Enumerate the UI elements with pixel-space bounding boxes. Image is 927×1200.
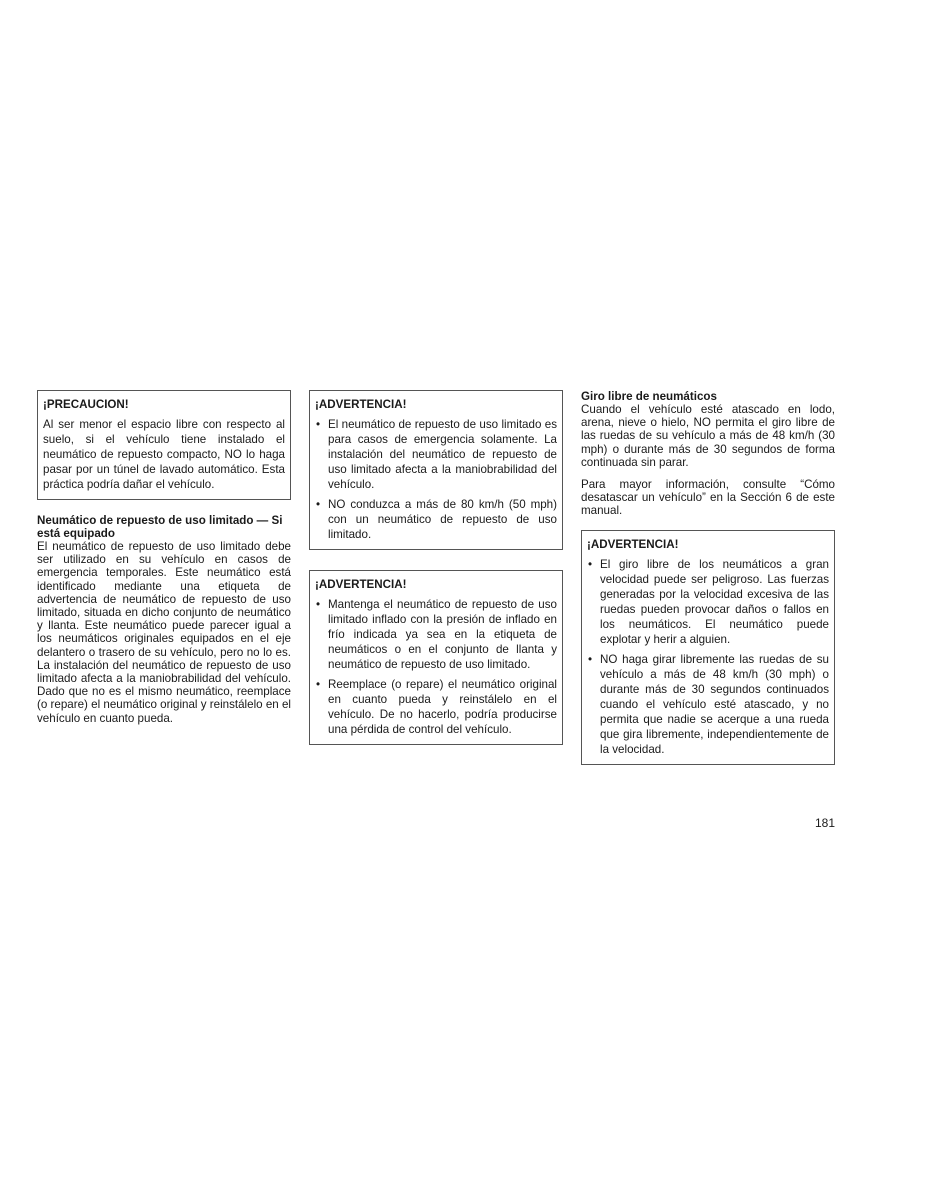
- section-heading-spare-tire: Neumático de repuesto de uso limitado — Si está equipado: [37, 514, 283, 540]
- column-left: [37, 390, 291, 725]
- warning-title-3: ¡ADVERTENCIA!: [587, 537, 679, 551]
- warning-title-1: ¡ADVERTENCIA!: [315, 398, 407, 411]
- warning-box-3: [581, 530, 835, 765]
- caution-box: [37, 390, 291, 500]
- section-text-reference: Para mayor información, consulte “Cómo desatascar un vehículo” en la Sección 6 de este manual.: [581, 478, 835, 518]
- warning-1-item: • El neumático de repuesto de uso limitado es para casos de emergencia solamente. La instalación del neumático de repuesto de uso limitado afecta a la maniobrabilidad del vehículo.: [315, 417, 557, 492]
- column-right: [581, 390, 835, 765]
- warning-2-item: • Reemplace (o repare) el neumático original en cuanto pueda y reinstálelo en el vehículo. De no hacerlo, podría producirse una pérdida de control del vehículo.: [315, 677, 557, 737]
- warning-box-2: [309, 570, 563, 745]
- warning-title-2: ¡ADVERTENCIA!: [315, 578, 407, 591]
- warning-1-item: • NO conduzca a más de 80 km/h (50 mph) con un neumático de repuesto de uso limitado.: [315, 497, 557, 542]
- caution-text: Al ser menor el espacio libre con respecto al suelo, si el vehículo tiene instalado el neumático de repuesto compacto, NO lo haga pasar por un túnel de lavado automático. Esta práctica podría dañar el vehículo.: [43, 418, 285, 491]
- warning-box-1: [309, 390, 563, 550]
- section-text-spare-tire: El neumático de repuesto de uso limitado debe ser utilizado en su vehículo en casos de emergencia temporales. Este neumático está identificado mediante una etiqueta de advertencia de neumático de repuesto de uso limitado, situada en dicho conjunto de neumático y llanta. Este neumático puede parecer igual a los neumáticos originales equipados en el eje delantero o trasero de su vehículo, pero no lo es. La instalación del neumático de repuesto de uso limitado afecta a la maniobrabilidad del vehículo. Dado que no es el mismo neumático, reemplace (o repare) el neumático original y reinstálelo en el vehículo en cuanto pueda.: [37, 540, 291, 725]
- warning-3-item: • El giro libre de los neumáticos a gran velocidad puede ser peligroso. Las fuerzas generadas por la velocidad excesiva de las ruedas pueden provocar daños o fallos en los neumáticos. El neumático puede explotar y herir a alguien.: [587, 557, 829, 647]
- section-heading-wheel-spin: Giro libre de neumáticos: [581, 390, 717, 403]
- page-number: 181: [815, 816, 836, 830]
- warning-3-item: • NO haga girar libremente las ruedas de su vehículo a más de 48 km/h (30 mph) o durante más de 30 segundos continuados cuando el vehículo esté atascado, y no permita que nadie se acerque a una rueda que gira libremente, independientemente de la velocidad.: [587, 652, 829, 757]
- warning-2-item: • Mantenga el neumático de repuesto de uso limitado inflado con la presión de inflado en frío indicada ya sea en la etiqueta de neumáticos o en el conjunto de llanta y neumático de repuesto de uso limitado.: [315, 597, 557, 672]
- column-middle: [309, 390, 563, 745]
- section-text-wheel-spin: Cuando el vehículo esté atascado en lodo, arena, nieve o hielo, NO permita el giro libre de las ruedas de su vehículo a más de 48 km/h (30 mph) o durante más de 30 segundos de forma continuada sin parar.: [581, 403, 835, 469]
- caution-title: ¡PRECAUCION!: [43, 398, 129, 411]
